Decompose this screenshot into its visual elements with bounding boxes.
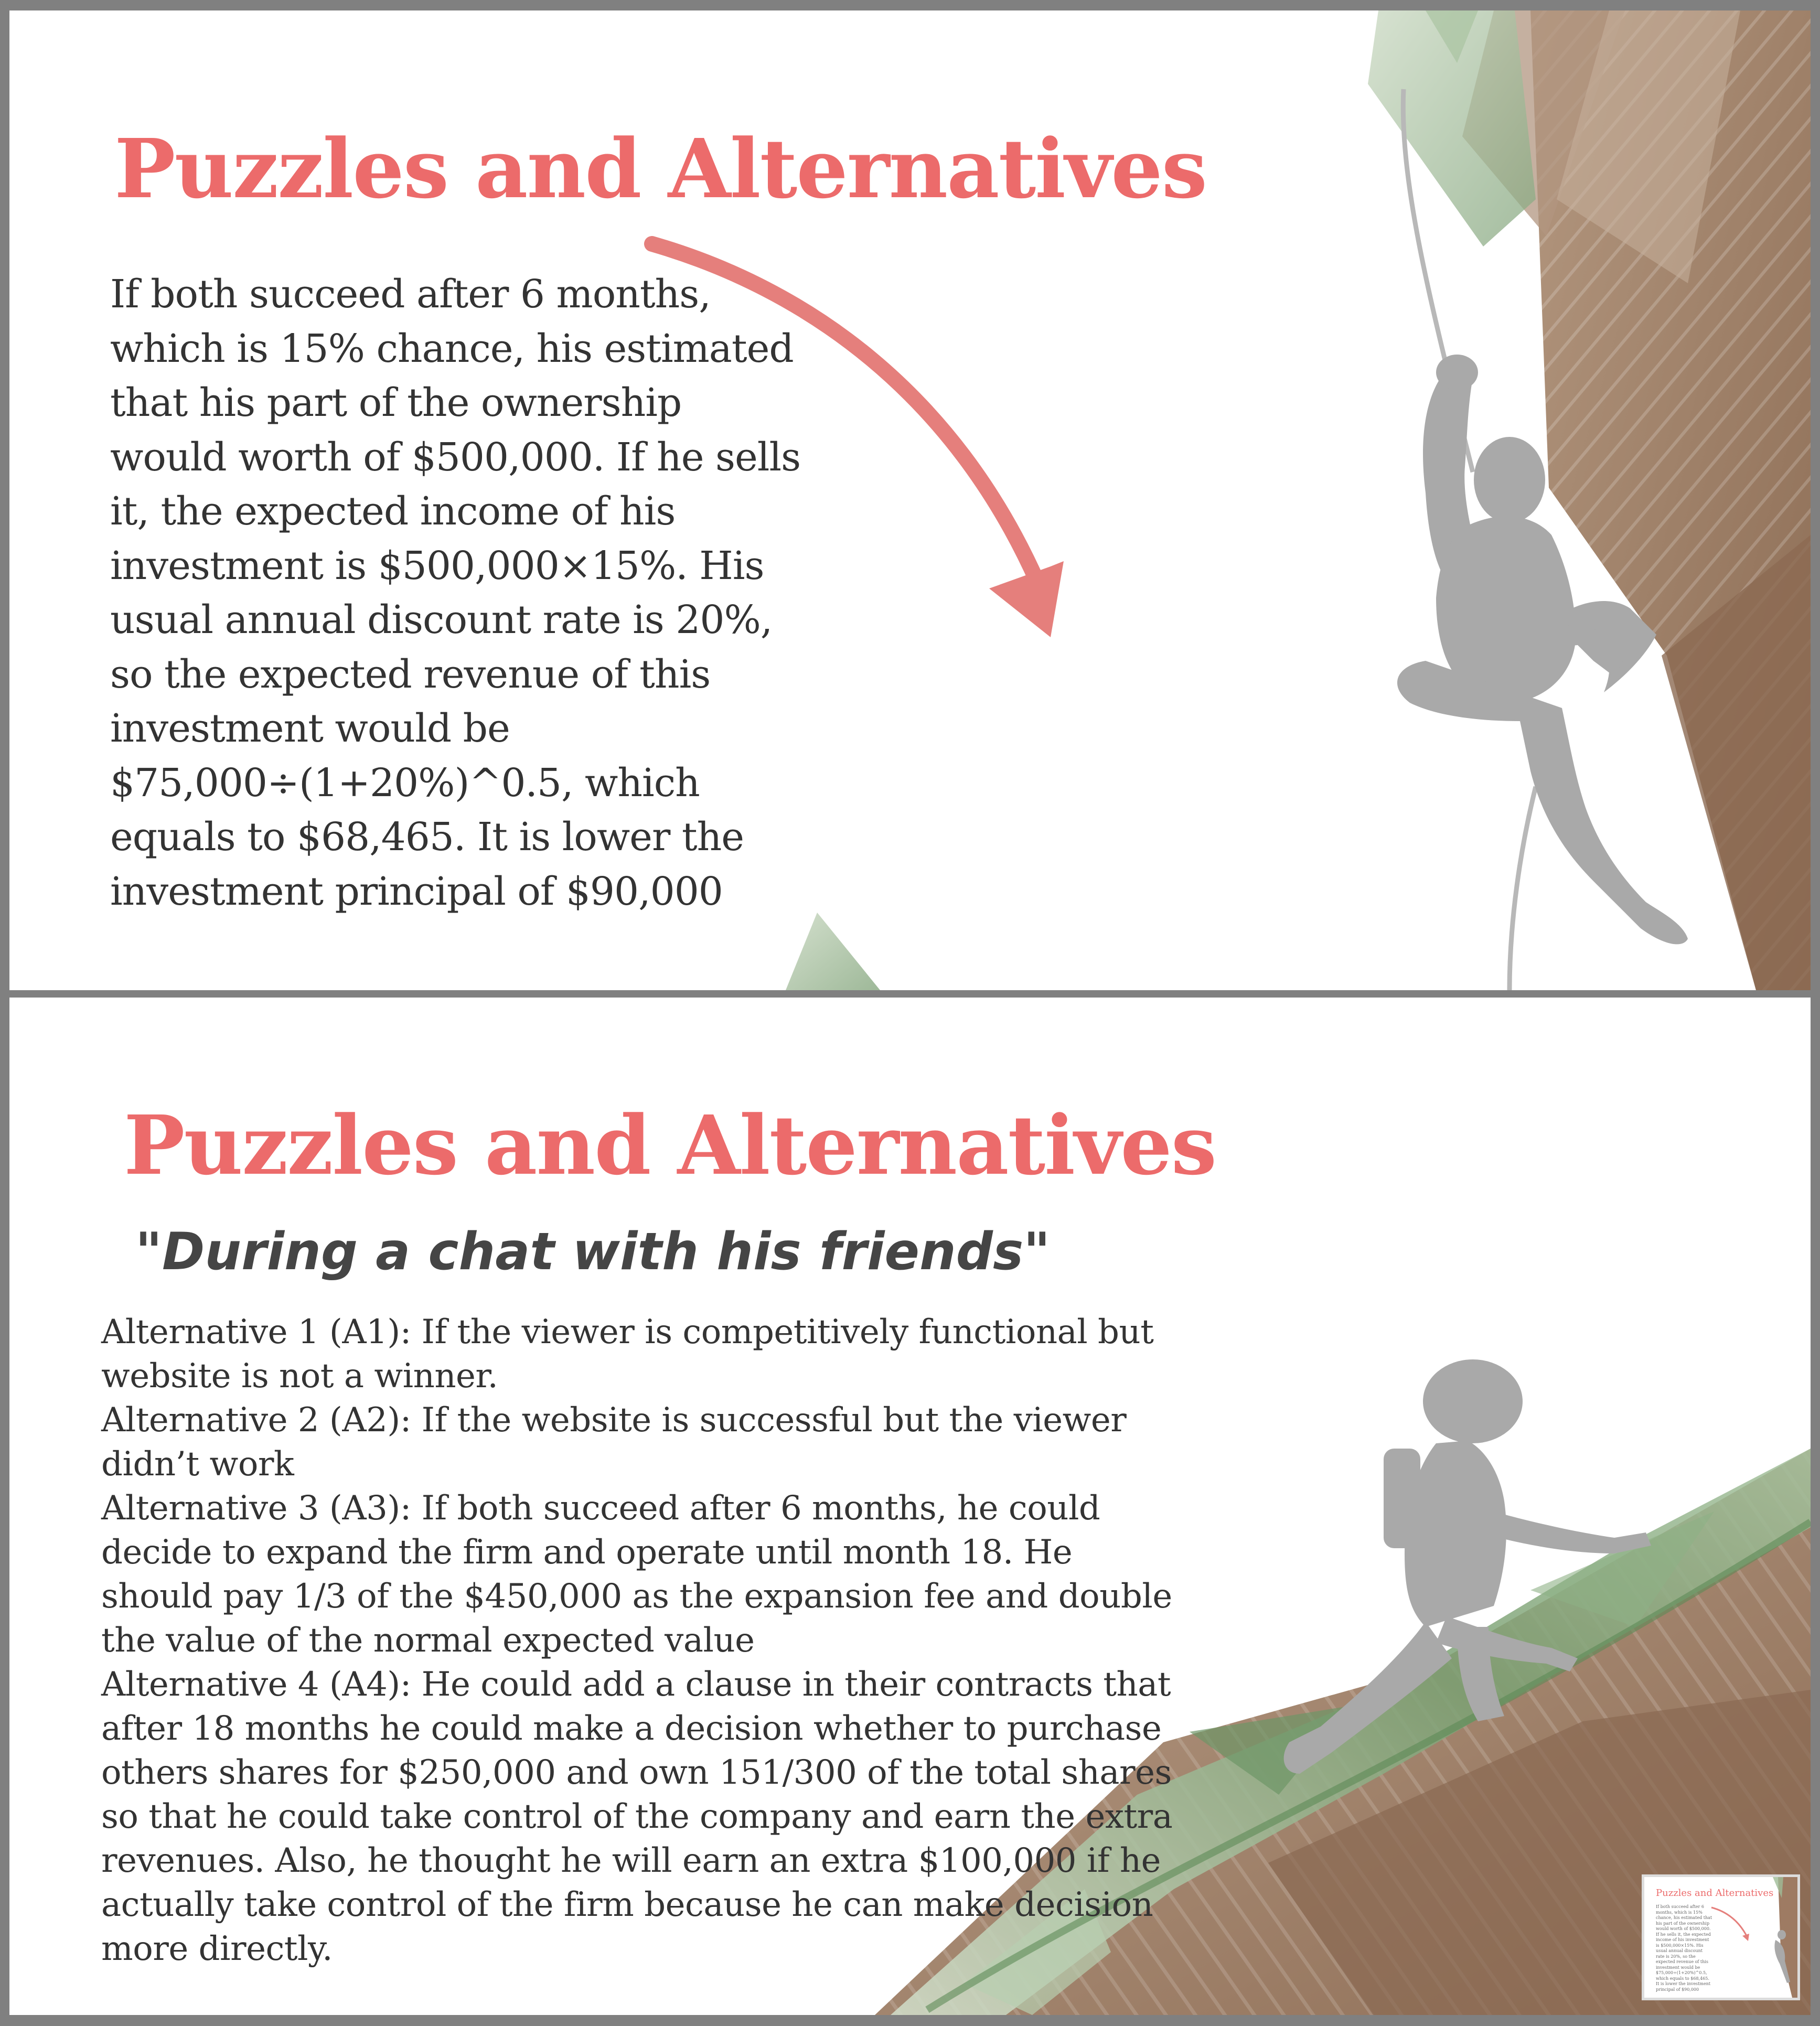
alternative-2: Alternative 2 (A2): If the website is successful but the viewer didn’t work <box>101 1401 1127 1484</box>
alternative-3: Alternative 3 (A3): If both succeed after 6 months, he could decide to expand the firm and operate until month 18. He should pay 1/3 of the $450,000 as the expansion fee and double the value of the normal expected value <box>101 1489 1172 1660</box>
slide-2-subtitle: "During a chat with his friends" <box>135 1222 1051 1282</box>
slide-1[interactable] <box>9 10 1811 990</box>
alternatives-list <box>101 1310 1176 1971</box>
thumbnail-title: Puzzles and Alternatives <box>1656 1888 1774 1899</box>
slide-1-body-text: If both succeed after 6 months, which is 15% chance, his estimated that his part of the ownership would worth of $500,000. If he sells it, the expected income of his investment is $500,000×15%. His usual annual discount rate is 20%, so the expected revenue of this investment would be $75,000÷(1+20%)^0.5, which equals to $68,465. It is lower the investment principal of $90,000 <box>110 272 801 914</box>
slide-2[interactable] <box>9 998 1811 2015</box>
thumbnail-graphic <box>1644 1877 1797 1998</box>
thumbnail-body-text: If both succeed after 6 months, which is 15% chance, his estimated that his part of the ownership would worth of $500,000. If he sells it, the expected income of his investment is $500,000×15%. His usual annual discount rate is 20%, so the expected revenue of this investment would be $75,000÷(1+20%)^0.5, which equals to $68,465. It is lower the investment principal of $90,000 <box>1656 1904 1712 1992</box>
alternative-4: Alternative 4 (A4): He could add a clause in their contracts that after 18 months he could make a decision whether to purchase others shares for $250,000 and own 151/300 of the total shares so that he could take control of the company and earn the extra revenues. Also, he thought he will earn an extra $100,000 if he actually take control of the firm because he can make decision more directly. <box>101 1665 1173 1968</box>
slide-2-title: Puzzles and Alternatives <box>124 1097 1216 1193</box>
alternative-1: Alternative 1 (A1): If the viewer is competitively functional but website is not a winner. <box>101 1313 1154 1396</box>
slide-1-title: Puzzles and Alternatives <box>114 121 1207 217</box>
slide-thumbnail[interactable] <box>1642 1874 1800 2000</box>
